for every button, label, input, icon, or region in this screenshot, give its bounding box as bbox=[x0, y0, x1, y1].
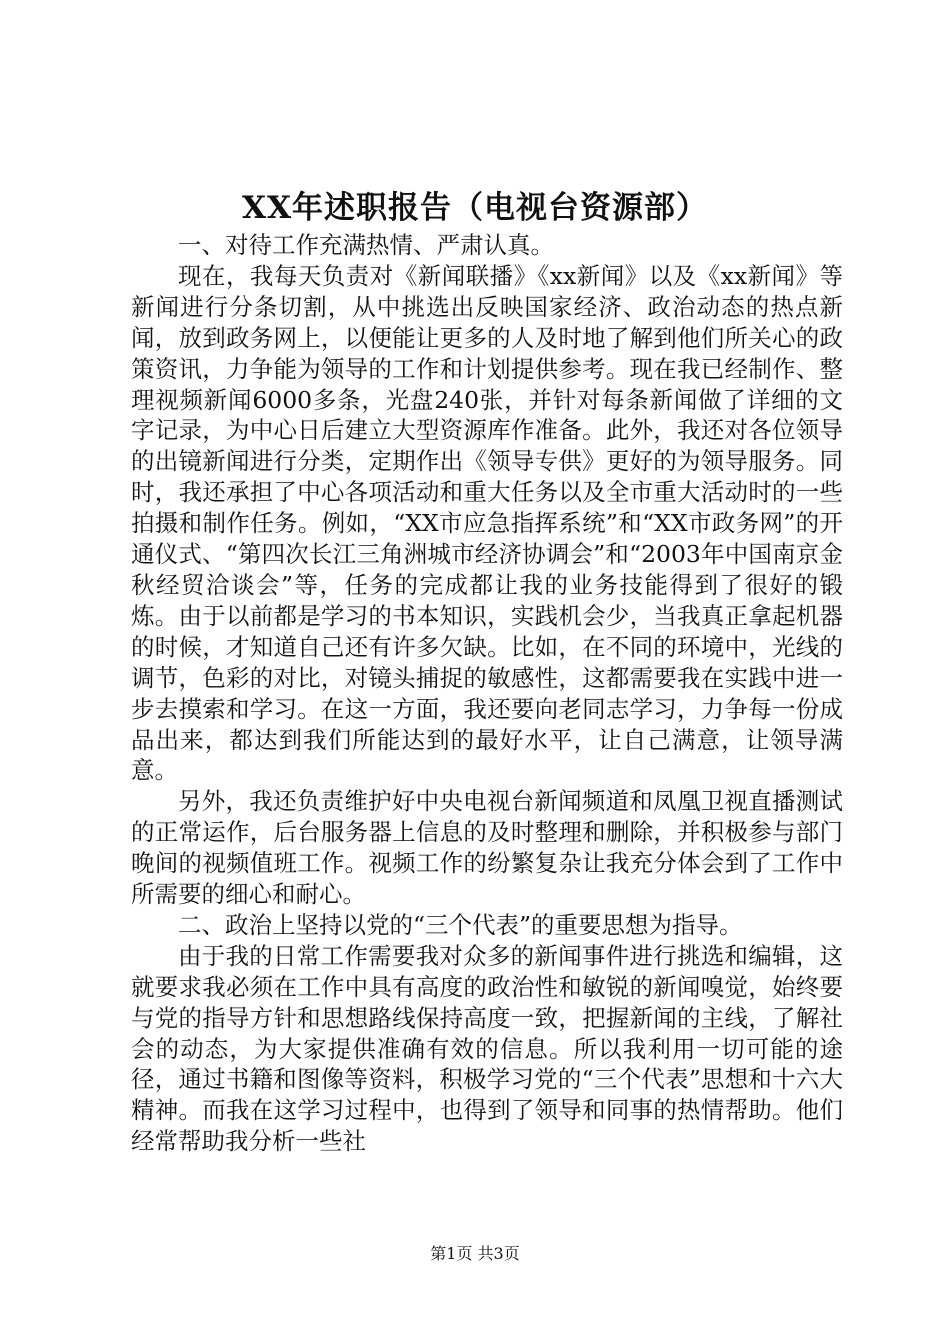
paragraph-1: 一、对待工作充满热情、严肃认真。 bbox=[178, 231, 554, 259]
paragraph-5: 由于我的日常工作需要我对众多的新闻事件进行挑选和编辑，这就要求我必须在工作中具有高度的政治性和敏锐的新闻嗅觉，始终要与党的指导方针和思想路线保持高度一致，把握新闻的主线，了解社会的动态，为大家提供准确有效的信息。所以我利用一切可能的途径，通过书籍和图像等资料，积极学习党的“三个代表”思想和十六大精神。而我在这学习过程中，也得到了领导和同事的热情帮助。他们经常帮助我分析一些社 bbox=[131, 941, 843, 1156]
paragraph-4: 二、政治上坚持以党的“三个代表”的重要思想为指导。 bbox=[178, 910, 743, 939]
document-body bbox=[131, 230, 843, 1157]
document-title: XX年述职报告（电视台资源部） bbox=[241, 190, 709, 226]
page-number-footer: 第1页 共3页 bbox=[430, 1244, 520, 1263]
paragraph-3: 另外，我还负责维护好中央电视台新闻频道和凤凰卫视直播测试的正常运作，后台服务器上信息的及时整理和删除，并积极参与部门晚间的视频值班工作。视频工作的纷繁复杂让我充分体会到了工作中所需要的细心和耐心。 bbox=[131, 787, 843, 909]
paragraph-2: 现在，我每天负责对《新闻联播》《xx新闻》以及《xx新闻》等新闻进行分条切割，从中挑选出反映国家经济、政治动态的热点新闻，放到政务网上，以便能让更多的人及时地了解到他们所关心的政策资讯，力争能为领导的工作和计划提供参考。现在我已经制作、整理视频新闻6000多条，光盘240张，并针对每条新闻做了详细的文字记录，为中心日后建立大型资源库作准备。此外，我还对各位领导的出镜新闻进行分类，定期作出《领导专供》更好的为领导服务。同时，我还承担了中心各项活动和重大任务以及全市重大活动时的一些拍摄和制作任务。例如，“XX市应急指挥系统”和“XX市政务网”的开通仪式、“第四次长江三角洲城市经济协调会”和“2003年中国南京金秋经贸洽谈会”等，任务的完成都让我的业务技能得到了很好的锻炼。由于以前都是学习的书本知识，实践机会少，当我真正拿起机器的时候，才知道自己还有许多欠缺。比如，在不同的环境中，光线的调节，色彩的对比，对镜头捕捉的敏感性，这都需要我在实践中进一步去摸索和学习。在这一方面，我还要向老同志学习，力争每一份成品出来，都达到我们所能达到的最好水平，让自己满意，让领导满意。 bbox=[131, 261, 843, 785]
